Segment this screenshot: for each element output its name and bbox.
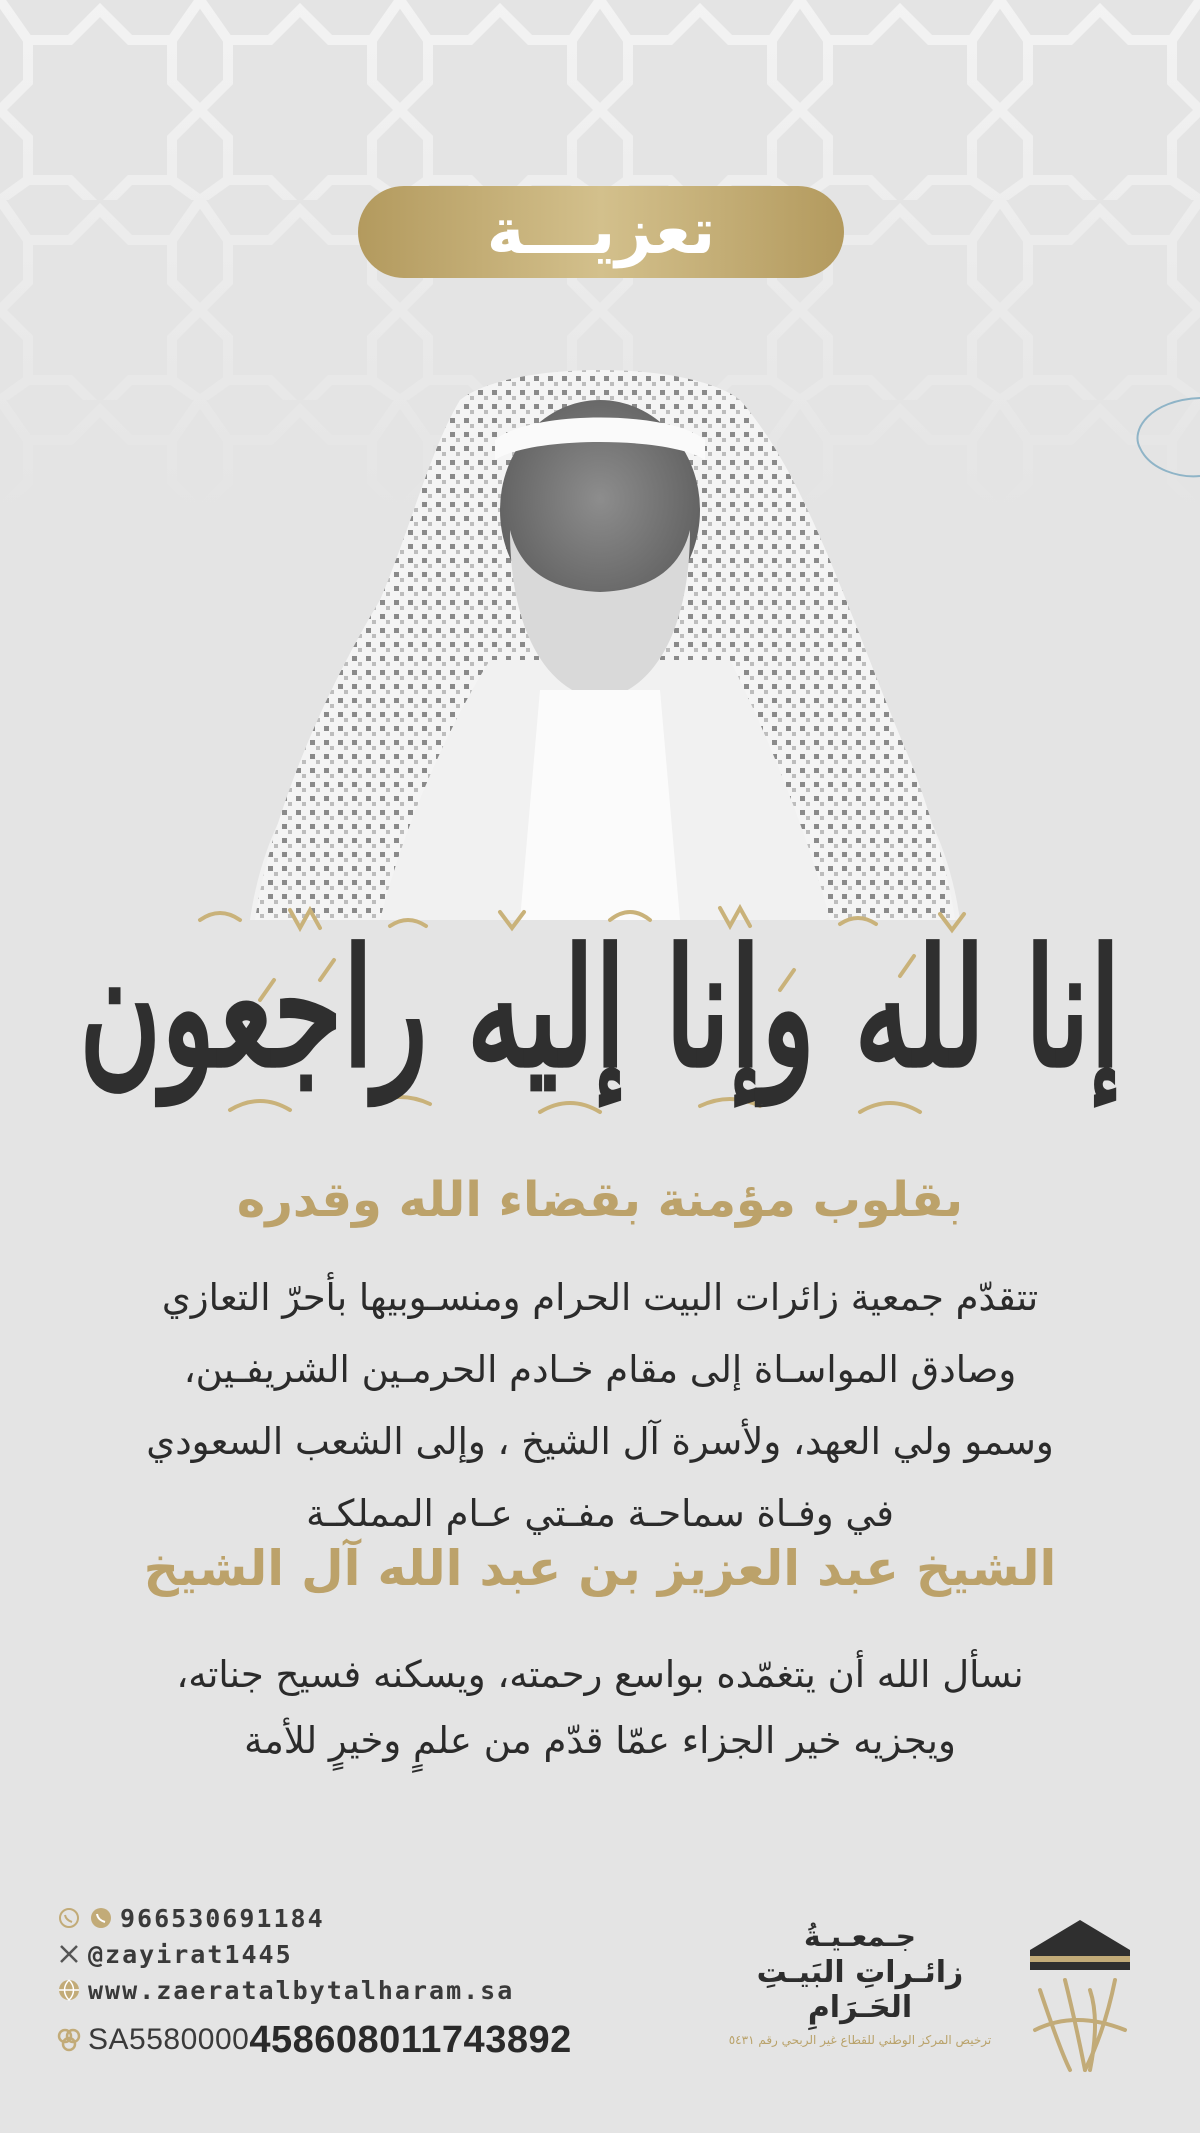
x-handle[interactable]: @zayirat1445 (88, 1939, 293, 1969)
condolence-message (120, 1262, 1080, 1550)
message-line: تتقدّم جمعية زائرات البيت الحرام ومنسـوبيها بأحرّ التعازي (161, 1276, 1039, 1319)
message-line: في وفـاة سماحـة مفـتي عـام المملكـة (306, 1492, 894, 1535)
x-row[interactable] (56, 1936, 576, 1972)
phone-row[interactable] (56, 1900, 576, 1936)
title-badge: تعزيـــة (358, 186, 844, 278)
decorative-arc (1110, 390, 1200, 490)
org-name-line1: جـمعـيـةُ (804, 1920, 916, 1953)
organization-name (710, 1920, 1010, 2047)
verse-calligraphy (79, 880, 1121, 1140)
iban-row (56, 2014, 576, 2066)
subheading: بقلوب مؤمنة بقضاء الله وقدره (236, 1172, 964, 1228)
whatsapp-icon (56, 1905, 82, 1931)
org-name-line2: زائـراتِ البَيـتِ الحَـرَامِ (756, 1955, 964, 2025)
bank-icon (56, 2027, 82, 2053)
x-logo-icon (56, 1941, 82, 1967)
website-url[interactable]: www.zaeratalbytalharam.sa (88, 1975, 515, 2005)
prayer-line: ويجزيه خير الجزاء عمّا قدّم من علمٍ وخيرٍ للأمة (244, 1719, 956, 1762)
deceased-name: الشيخ عبد العزيز بن عبد الله آل الشيخ (143, 1540, 1057, 1597)
globe-icon (56, 1977, 82, 2003)
phone-icon (88, 1905, 114, 1931)
portrait-photo (210, 360, 990, 920)
iban-prefix: SA5580000 (88, 2023, 250, 2056)
license-text: ترخيص المركز الوطني للقطاع غير الربحي رقم ٥٤٣١ (728, 2033, 992, 2047)
prayer-line: نسأل الله أن يتغمّده بواسع رحمته، ويسكنه فسيح جناته، (176, 1653, 1024, 1696)
contact-block (56, 1900, 576, 2066)
kaaba-logo-icon (1020, 1910, 1140, 2080)
organization-logo (720, 1910, 1140, 2090)
website-row[interactable] (56, 1972, 576, 2008)
phone-number[interactable]: 966530691184 (120, 1903, 325, 1933)
message-line: وسمو ولي العهد، ولأسرة آل الشيخ ، وإلى الشعب السعودي (146, 1420, 1054, 1463)
message-line: وصادق المواسـاة إلى مقام خـادم الحرمـين الشريفـين، (183, 1348, 1017, 1391)
prayer-text (120, 1642, 1080, 1774)
iban-number: 458608011743892 (249, 2018, 572, 2061)
verse-text: إنا لله وإنا إليه راجعون (79, 914, 1121, 1105)
